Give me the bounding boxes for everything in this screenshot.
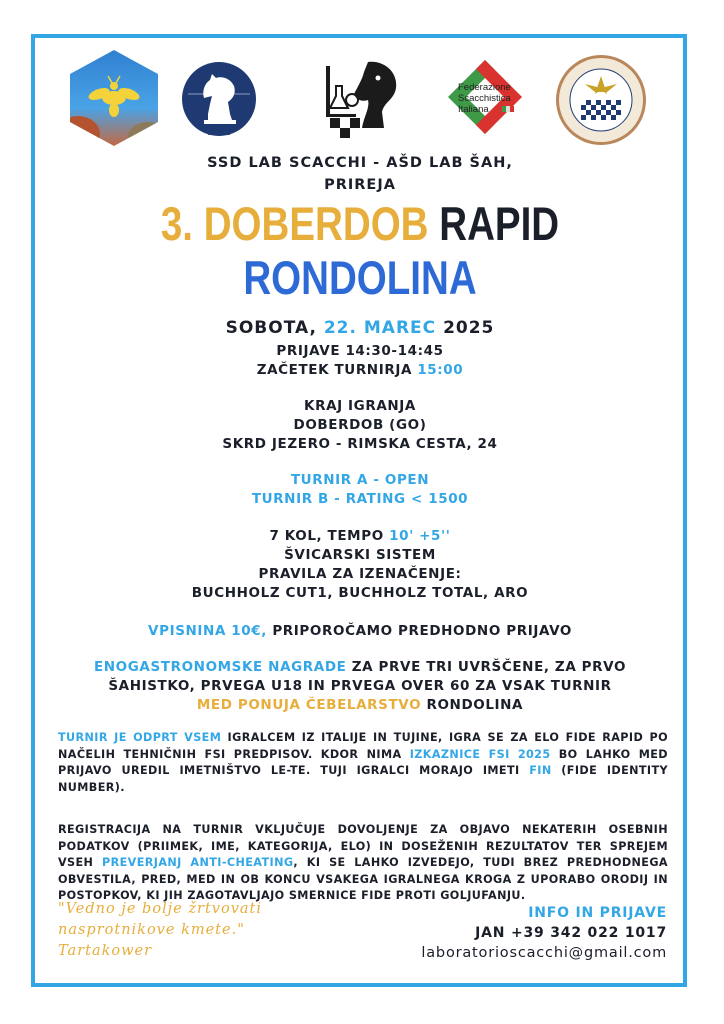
fide-logo	[182, 62, 256, 136]
rounds: 7 KOL, TEMPO	[269, 528, 384, 544]
rounds-tempo	[40, 527, 680, 546]
contact-label: INFO IN PRIJAVE	[528, 905, 667, 921]
contact-phone[interactable]: JAN +39 342 022 1017	[475, 925, 667, 941]
start-time-value: 15:00	[417, 362, 464, 378]
para1-t1: IGRALCEM IZ ITALIJE IN TUJINE, IGRA SE ZA ELO FIDE RAPID PO NAČELIH TEHNIČNIH FSI PREDPISOV. KDOR NIMA	[58, 731, 668, 761]
tournament-b: TURNIR B - RATING < 1500	[251, 491, 469, 507]
tiebreaks: BUCHHOLZ CUT1, BUCHHOLZ TOTAL, ARO	[191, 585, 529, 601]
prizes-sponsor: RONDOLINA	[426, 697, 524, 713]
registration-time: PRIJAVE 14:30-14:45	[276, 343, 444, 359]
contact-info	[421, 903, 667, 963]
title-rondolina: RONDOLINA	[243, 251, 477, 304]
title-rapid: RAPID	[439, 197, 560, 250]
prizes-highlight: ENOGASTRONOMSKE NAGRADE	[93, 659, 347, 675]
para2-hl1: PREVERJANJ ANTI-CHEATING	[102, 856, 294, 869]
date-year: 2025	[443, 318, 495, 338]
prizes-text-1: ZA PRVE TRI UVRŠČENE, ZA PRVO	[351, 659, 627, 675]
title-line-1	[98, 196, 623, 251]
venue-town: DOBERDOB (GO)	[293, 417, 427, 433]
prizes-line-2: ŠAHISTKO, PRVEGA U18 IN PRVEGA OVER 60 ZA VSAK TURNIR	[108, 678, 612, 694]
para2-t1: REGISTRACIJA NA TURNIR VKLJUČUJE DOVOLJENJE ZA OBJAVO NEKATERIH OSEBNIH PODATKOV (PRIIMEK, IME, KATEGORIJA, ELO) IN DOSEŽENIH REZULTATOV TER SPREJEM VSEH	[58, 823, 668, 869]
start-time	[40, 361, 680, 380]
organizer-line-1: SSD LAB SCACCHI - AŠD LAB ŠAH,	[207, 155, 513, 171]
tournament-format	[40, 527, 680, 603]
venue-address: SKRD JEZERO - RIMSKA CESTA, 24	[222, 436, 498, 452]
lab-scacchi-logo	[318, 56, 408, 140]
start-label: ZAČETEK TURNIRJA	[256, 362, 412, 378]
venue	[40, 397, 680, 454]
para1-hl1: TURNIR JE ODPRT VSEM	[58, 731, 222, 744]
para1-t2: BO LAHKO MED PRIJAVO UREDIL IMETNIŠTVO LE-TE. TUJI IGRALCI MORAJO IMETI	[58, 747, 668, 777]
quote	[58, 899, 318, 962]
bee-hexagon-logo	[66, 48, 162, 148]
date-date: 22. MAREC	[323, 318, 437, 338]
prizes-line-1	[40, 658, 680, 677]
fsi-logo	[442, 54, 528, 140]
para1-hl2: IZKAZNICE FSI 2025	[409, 747, 551, 761]
comitato-regionale-logo	[555, 54, 647, 146]
fide-label: FIDE	[207, 128, 231, 138]
registration-paragraph	[58, 822, 668, 905]
prizes-line-3	[40, 696, 680, 715]
para1-t3: (FIDE IDENTITY NUMBER).	[58, 764, 668, 794]
fee-rest: PRIPOROČAMO PREDHODNO PRIJAVO	[272, 623, 572, 639]
para1-hl3: FIN	[529, 764, 552, 777]
fsi-text: Federazione Scacchistica Italiana	[458, 82, 511, 115]
event-date	[40, 318, 680, 338]
tournaments	[40, 471, 680, 509]
organizer	[40, 152, 680, 196]
fee-highlight: VPISNINA 10€,	[148, 623, 267, 639]
prizes	[40, 658, 680, 715]
quote-line-2: nasprotnikove kmete."	[58, 922, 245, 938]
title-doberdob: 3. DOBERDOB	[160, 197, 429, 250]
knight-icon	[182, 62, 256, 136]
contact-email[interactable]: laboratorioscacchi@gmail.com	[421, 945, 667, 961]
quote-line-1: "Vedno je bolje žrtvovati	[58, 901, 262, 917]
logo-row	[0, 46, 724, 142]
tiebreak-label: PRAVILA ZA IZENAČENJE:	[258, 566, 462, 582]
organizer-line-2: PRIREJA	[324, 177, 396, 193]
prizes-among: MED PONUJA ČEBELARSTVO	[196, 697, 422, 713]
schedule	[40, 342, 680, 380]
quote-author: Tartakower	[58, 943, 153, 959]
venue-label: KRAJ IGRANJA	[304, 398, 416, 414]
entry-fee	[40, 622, 680, 641]
eligibility-paragraph	[58, 730, 668, 796]
para2-t2: , KI SE LAHKO IZVEDEJO, TUDI BREZ PREDHODNEGA OBVESTILA, PRED, MED IN OB KONCU VSAKEGA IGRALNEGA KROGA Z UPORABO ORODIJ IN POSTOPKOV, KI JIH ZAGOTAVLJAJO SMERNICE FIDE PROTI GOLJUFANJU.	[58, 856, 668, 902]
swiss-system: ŠVICARSKI SISTEM	[284, 547, 436, 563]
tournament-a: TURNIR A - OPEN	[290, 472, 430, 488]
tempo: 10' +5''	[389, 528, 451, 544]
date-day: SOBOTA,	[225, 318, 317, 338]
